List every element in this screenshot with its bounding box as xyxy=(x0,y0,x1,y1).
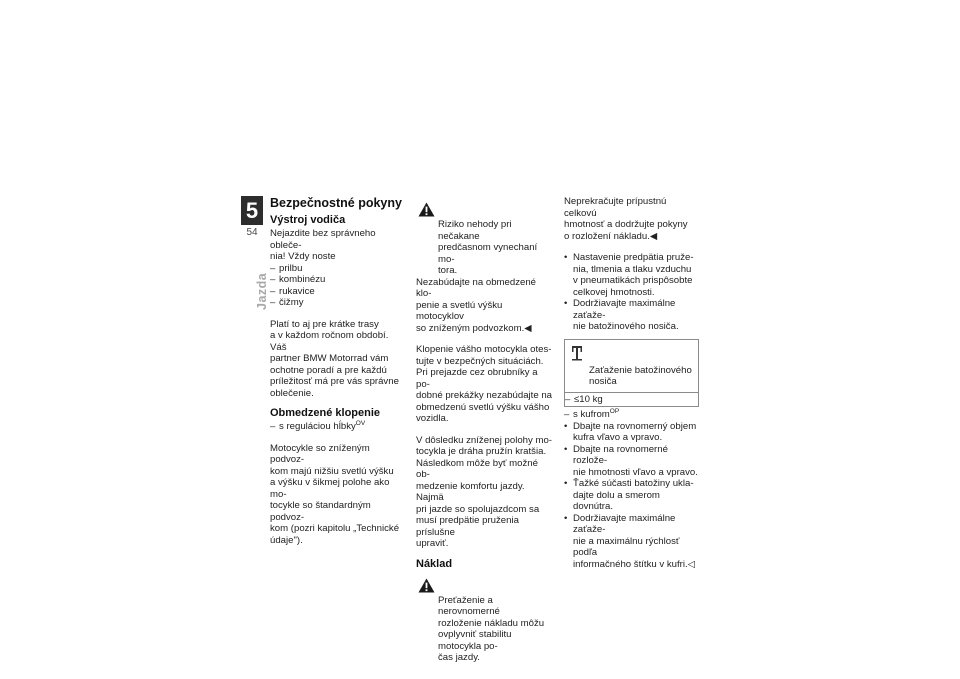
subheading-load: Náklad xyxy=(416,557,453,570)
chapter-number-tab: 5 xyxy=(241,196,263,225)
load-instruction: Neprekračujte prípustnú celkovú hmotnosť a dodržujte pokyny o rozložení nákladu.◀ xyxy=(564,196,688,242)
subheading-limited-lean: Obmedzené klopenie xyxy=(270,407,381,419)
warning-text: Riziko nehody pri nečakane predčasnom vynechaní mo- tora. xyxy=(438,219,538,276)
table-header-text: Zaťaženie batožinového nosiča xyxy=(589,364,692,387)
column-3 xyxy=(564,196,699,570)
column-2 xyxy=(416,196,552,664)
luggage-rack-icon xyxy=(571,345,583,363)
warning-triangle-icon xyxy=(418,578,435,593)
list-item: • Dbajte na rovnomerné rozlože- nie hmotnosti vľavo a vpravo. xyxy=(564,444,699,479)
warning-text: Preťaženie a nerovnomerné rozloženie nákladu môžu ovplyvniť stabilitu motocykla po- čas jazdy. xyxy=(438,594,545,663)
warning-instruction: Nezabúdajte na obmedzené klo- penie a svetlú výšku motocyklov so zníženým podvozkom.◀ xyxy=(416,276,537,334)
list-item xyxy=(564,409,699,421)
list-item: – rukavice xyxy=(270,286,405,298)
lean-paragraph: Motocykle so zníženým podvoz- kom majú nižšiu svetlú výšku a výšku v šikmej polohe ako mo- tocykle so štandardným podvoz- kom (pozri kapitolu „Technické údaje"). xyxy=(270,442,400,546)
list-item: – prilbu xyxy=(270,263,405,275)
option-text: s reguláciou hĺbky xyxy=(279,421,356,432)
list-item: • Ťažké súčasti batožiny ukla- dajte dolu a smerom dovnútra. xyxy=(564,478,699,513)
equipment-list xyxy=(270,263,405,309)
section-heading: Bezpečnostné pokyny xyxy=(270,196,402,210)
list-item: • Nastavenie predpätia pruže- nia, tlmenia a tlaku vzduchu v pneumatikách prispôsobte celkovej hmotnosti. xyxy=(564,252,699,298)
page-number: 54 xyxy=(246,227,258,238)
warning-block xyxy=(416,196,552,277)
rack-load-table xyxy=(564,339,699,408)
option-text: s kufrom xyxy=(573,409,610,420)
option-superscript: OV xyxy=(355,419,366,427)
list-item: • Dodržiavajte maximálne zaťaže- nie a maximálnu rýchlosť podľa informačného štítku v kufri.◁ xyxy=(564,513,699,571)
chapter-title-vertical: Jazda xyxy=(255,272,269,310)
case-bullets xyxy=(564,421,699,571)
equipment-paragraph: Platí to aj pre krátke trasy a v každom ročnom období. Váš partner BMW Motorrad vám ochotne poradí a pre každú príležitosť má pre vás správne oblečenie. xyxy=(270,318,399,399)
warning-block xyxy=(416,572,552,664)
option-superscript: OP xyxy=(609,407,620,415)
subheading-rider-equipment: Výstroj vodiča xyxy=(270,214,346,226)
suspension-paragraph: V dôsledku zníženej polohy mo- tocykla je dráha pružín kratšia. Následkom môže byť možné ob- medzenie komfortu jazdy. Najmä pri jazde so spolujazdcom sa musí predpätie pruženia príslušne upraviť. xyxy=(416,434,552,549)
table-row: – ≤10 kg xyxy=(565,393,698,407)
list-item: • Dbajte na rovnomerný objem kufra vľavo a vpravo. xyxy=(564,421,699,444)
list-item xyxy=(270,421,405,433)
list-item: – čižmy xyxy=(270,297,405,309)
lean-test-paragraph: Klopenie vášho motocykla otes- tujte v bezpečných situáciách. Pri prejazde cez obrubníky a po- dobné prekážky nezabúdajte na obmedzenú svetlú výšku vášho vozidla. xyxy=(416,344,553,424)
case-option-list xyxy=(564,409,699,421)
lean-option-list xyxy=(270,421,405,433)
list-item: – kombinézu xyxy=(270,274,405,286)
table-header xyxy=(565,340,698,393)
load-bullets xyxy=(564,252,699,333)
list-item: • Dodržiavajte maximálne zaťaže- nie batožinového nosiča. xyxy=(564,298,699,333)
warning-triangle-icon xyxy=(418,202,435,217)
equipment-intro: Nejazdite bez správneho obleče- nia! Vždy noste xyxy=(270,228,376,262)
column-1 xyxy=(270,196,405,546)
